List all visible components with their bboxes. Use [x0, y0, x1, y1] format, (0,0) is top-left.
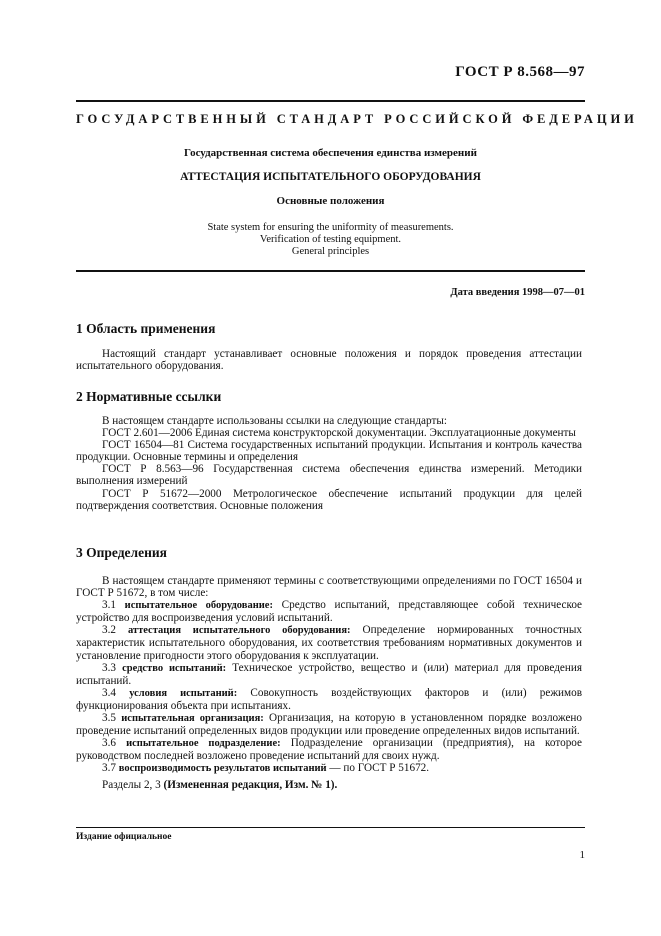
section-1-body — [76, 348, 582, 372]
reference-item: ГОСТ Р 51672—2000 Метрологическое обеспечение испытаний продукции для целей подтверждения соответствия. Основные положения — [76, 487, 582, 512]
amendment-note-prefix: Разделы 2, 3 — [102, 778, 161, 791]
english-title — [76, 222, 585, 258]
section-3-body — [76, 575, 582, 791]
definition-term: средство испытаний: — [122, 662, 227, 674]
definition-text: — по ГОСТ Р 51672. — [329, 762, 430, 775]
section-3-heading: 3 Определения — [76, 545, 167, 560]
standard-header: ГОСУДАРСТВЕННЫЙ СТАНДАРТ РОССИЙСКОЙ ФЕДЕРАЦИИ — [76, 112, 638, 126]
definition-text: Подразделение организации (предприятия), на которое руководством последней возложено проведение испытаний для своих нужд. — [76, 737, 582, 763]
section-2-body — [76, 415, 582, 512]
paragraph: Настоящий стандарт устанавливает основные положения и порядок проведения аттестации испытательного оборудования. — [76, 348, 582, 373]
definition-text: Средство испытаний, представляющее собой техническое устройство для воспроизведения условий испытаний. — [76, 599, 583, 625]
definition-number: 3.7 — [102, 762, 116, 775]
definition-term: испытательная организация: — [121, 713, 264, 725]
english-title-line: Verification of testing equipment. — [259, 234, 402, 245]
reference-item: ГОСТ 16504—81 Система государственных испытаний продукции. Испытания и контроль качества продукции. Основные термины и определения — [76, 439, 582, 464]
definition-item — [76, 624, 582, 661]
definition-item — [76, 599, 582, 624]
section-2-heading: 2 Нормативные ссылки — [76, 389, 222, 404]
amendment-note-text: (Измененная редакция, Изм. № 1). — [163, 778, 338, 791]
definition-number: 3.6 — [102, 737, 116, 750]
definition-number: 3.3 — [102, 661, 116, 674]
definition-item — [76, 762, 582, 775]
definition-number: 3.5 — [102, 712, 116, 725]
definition-text: Техническое устройство, вещество и (или) материал для проведения испытаний. — [76, 661, 582, 687]
definition-term: условия испытаний: — [129, 687, 238, 699]
definition-item — [76, 712, 582, 737]
main-title: АТТЕСТАЦИЯ ИСПЫТАТЕЛЬНОГО ОБОРУДОВАНИЯ — [180, 171, 481, 183]
definition-number: 3.2 — [102, 624, 116, 637]
definition-number: 3.4 — [102, 686, 116, 699]
page-number: 1 — [579, 849, 585, 861]
document-number: ГОСТ Р 8.568—97 — [455, 64, 585, 80]
system-title: Государственная система обеспечения единства измерений — [184, 147, 477, 159]
definition-text: Определение нормированных точностных характеристик испытательного оборудования, их соответствия требованиям нормативных документов и установление пригодности этого оборудования к эксплуатации. — [76, 624, 582, 662]
definition-term: испытательное подразделение: — [126, 738, 281, 750]
definition-number: 3.1 — [102, 599, 116, 612]
reference-item: ГОСТ Р 8.563—96 Государственная система обеспечения единства измерений. Методики выполнения измерений — [76, 463, 582, 488]
definition-text: Совокупность воздействующих факторов и (или) режимов функционирования объекта при испытаниях. — [76, 686, 583, 712]
english-title-line: State system for ensuring the uniformity of measurements. — [207, 222, 454, 233]
definition-item — [76, 687, 582, 712]
definition-text: Организация, на которую в установленном порядке возложено проведение испытаний определенных видов продукции или проведение определенных видов испытаний. — [76, 712, 583, 738]
title-rule — [76, 270, 585, 272]
definition-term: аттестация испытательного оборудования: — [127, 625, 351, 637]
definition-item — [76, 737, 582, 762]
amendment-note — [76, 779, 582, 791]
header-rule — [76, 100, 585, 102]
paragraph: В настоящем стандарте использованы ссылки на следующие стандарты: — [102, 415, 447, 427]
reference-item: ГОСТ 2.601—2006 Единая система конструкторской документации. Эксплуатационные документы — [102, 427, 576, 440]
english-title-line: General principles — [291, 246, 370, 257]
footer-rule — [76, 827, 585, 828]
paragraph: В настоящем стандарте применяют термины с соответствующими определениями по ГОСТ 16504 и ГОСТ Р 51672, в том числе: — [76, 575, 582, 600]
subtitle: Основные положения — [276, 195, 385, 207]
introduction-date: Дата введения 1998—07—01 — [450, 287, 585, 298]
definition-item — [76, 662, 582, 687]
section-1-heading: 1 Область применения — [76, 321, 216, 336]
edition-label: Издание официальное — [76, 832, 172, 842]
definition-term: испытательное оборудование: — [124, 600, 273, 612]
definition-term: воспроизводимость результатов испытаний — [118, 763, 327, 775]
